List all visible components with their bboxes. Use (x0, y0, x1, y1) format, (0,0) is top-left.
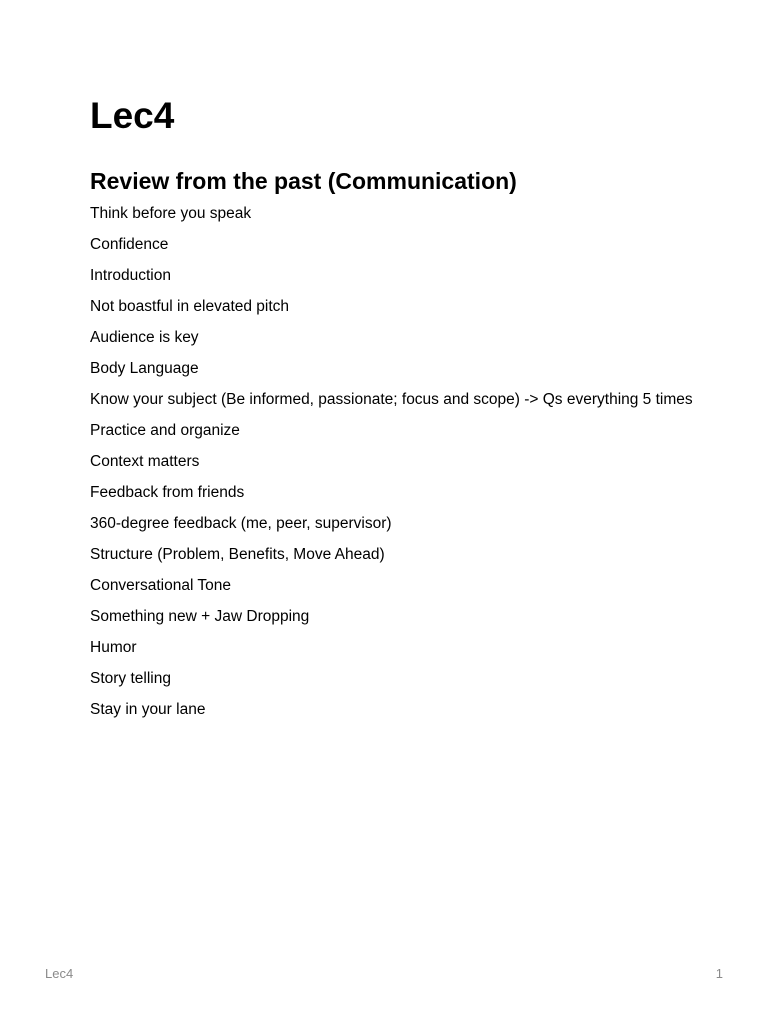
list-item: Stay in your lane (90, 701, 206, 718)
footer-document-name: Lec4 (45, 966, 74, 981)
list-item: Structure (Problem, Benefits, Move Ahead) (90, 546, 385, 563)
section-heading: Review from the past (Communication) (90, 168, 517, 194)
list-item: 360-degree feedback (me, peer, supervisor) (90, 515, 392, 532)
footer-page-number: 1 (715, 966, 723, 981)
list-item: Context matters (90, 453, 200, 470)
list-item: Humor (90, 639, 137, 656)
list-item: Story telling (90, 670, 171, 687)
list-item: Know your subject (Be informed, passionate; focus and scope) -> Qs everything 5 times (90, 391, 693, 408)
list-item: Audience is key (90, 329, 199, 346)
document-title: Lec4 (90, 95, 175, 136)
list-item: Feedback from friends (90, 484, 245, 501)
list-item: Not boastful in elevated pitch (90, 298, 290, 315)
list-item: Conversational Tone (90, 577, 232, 594)
list-item: Confidence (90, 236, 169, 253)
list-item: Think before you speak (90, 205, 252, 222)
list-item: Practice and organize (90, 422, 240, 439)
list-item: Introduction (90, 267, 171, 284)
review-item-list (90, 203, 693, 730)
list-item: Body Language (90, 360, 199, 377)
list-item: Something new + Jaw Dropping (90, 608, 310, 625)
